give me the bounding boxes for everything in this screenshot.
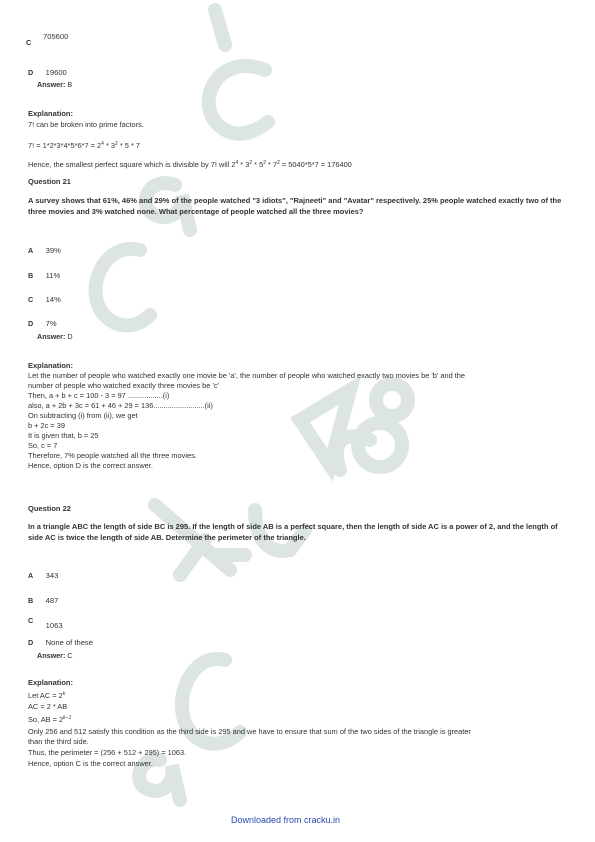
math-term: * 5 * 7 [117, 141, 141, 150]
option-row[interactable] [28, 613, 63, 631]
question-heading: Question 21 [28, 177, 71, 186]
explanation-heading: Explanation: [28, 361, 74, 370]
option-row[interactable] [28, 590, 58, 608]
option-value: 11% [45, 271, 61, 280]
math-exponent: 4 [101, 141, 104, 147]
explanation-line: On subtracting (i) from (ii), we get [28, 411, 138, 420]
explanation-line: Hence, option C is the correct answer. [28, 759, 153, 768]
option-letter: D [28, 638, 34, 647]
explanation-line: also, a + 2b + 3c = 61 + 46 + 29 = 136.........................(ii) [28, 401, 213, 410]
option-letter: D [28, 319, 34, 328]
explanation-line: number of people who watched exactly three movies be 'c' [28, 381, 219, 390]
answer-value: D [67, 332, 73, 341]
math-exponent: 2 [277, 160, 280, 166]
option-letter: A [28, 246, 34, 255]
explanation-line: Thus, the perimeter = (256 + 512 + 295) = 1063. [28, 748, 187, 757]
option-row[interactable] [28, 289, 61, 307]
answer-value: B [67, 80, 73, 89]
math-exponent: 4 [235, 160, 239, 166]
option-value: 19600 [45, 68, 67, 77]
option-letter: B [28, 596, 34, 605]
explanation-line: than the third side. [28, 737, 89, 746]
math-prefix: Let AC = [28, 691, 59, 700]
explanation-line: Let the number of people who watched exactly one movie be 'a', the number of people who watched exactly two movies be 'b' and the [28, 371, 466, 380]
option-letter: C [28, 616, 34, 625]
option-letter: D [28, 68, 34, 77]
math-prefix: So, AB = [28, 715, 60, 724]
explanation-line: It is given that, b = 25 [28, 431, 99, 440]
answer-label: Answer: [37, 332, 66, 341]
option-row[interactable] [28, 313, 57, 331]
option-value: 7% [45, 319, 57, 328]
explanation-math-line [28, 158, 352, 170]
option-value: 39% [45, 246, 61, 255]
option-value: None of these [45, 638, 93, 647]
math-term: * 3 [103, 141, 116, 150]
math-prefix: 7! = 1*2*3*4*5*6*7 = [28, 141, 98, 150]
answer-value: C [67, 651, 73, 660]
math-exponent: k [62, 691, 66, 697]
math-term: * 3 [238, 160, 250, 169]
math-exponent: k−1 [63, 715, 72, 721]
explanation-line: So, c = 7 [28, 441, 58, 450]
answer-label: Answer: [37, 80, 66, 89]
math-term: * 7 [266, 160, 278, 169]
option-value: 487 [45, 596, 59, 605]
answer-label: Answer: [37, 651, 66, 660]
explanation-line: Therefore, 7% people watched all the three movies. [28, 451, 197, 460]
option-value: 14% [45, 295, 61, 304]
math-term: 2 [97, 141, 102, 150]
math-prefix: Hence, the smallest perfect square which is divisible by 7! will [28, 160, 230, 169]
question-text: In a triangle ABC the length of side BC is 295. If the length of side AB is a perfect square, then the length of side AC is a power of 2, and the length of side AC is twice the length of side AB. Determine the perimeter of the triangle. [28, 522, 558, 542]
explanation-line: Hence, option D is the correct answer. [28, 461, 153, 470]
option-row[interactable] [28, 240, 61, 258]
explanation-math-line [28, 689, 573, 701]
math-term: 2 [231, 160, 236, 169]
footer-link[interactable]: Downloaded from cracku.in [231, 815, 341, 825]
option-row[interactable] [28, 265, 60, 283]
explanation-math-line [28, 139, 140, 151]
math-term: * 5 [252, 160, 264, 169]
option-row[interactable] [28, 632, 93, 650]
explanation-line: Then, a + b + c = 100 - 3 = 97 .................(i) [28, 391, 170, 400]
math-exponent: 2 [115, 141, 118, 147]
explanation-body [28, 689, 573, 769]
explanation-line: Only 256 and 512 satisfy this condition as the third side is 295 and we have to ensure that sum of the two sides of the triangle is greater [28, 727, 471, 736]
option-row[interactable] [28, 565, 58, 583]
option-value: 705600 [43, 32, 69, 41]
explanation-heading: Explanation: [28, 678, 74, 687]
answer-line [37, 651, 73, 660]
option-letter: C [26, 38, 32, 47]
option-letter: B [28, 271, 34, 280]
math-term: 2 [58, 691, 63, 700]
option-value: 343 [45, 571, 59, 580]
explanation-math-line [28, 713, 573, 725]
math-exponent: 2 [263, 160, 266, 166]
math-exponent: 2 [249, 160, 253, 166]
explanation-line: b + 2c = 39 [28, 421, 65, 430]
question-heading: Question 22 [28, 504, 71, 513]
answer-line [37, 80, 72, 89]
option-row [28, 62, 67, 80]
answer-line [37, 332, 73, 341]
explanation-line: AC = 2 * AB [28, 702, 68, 711]
option-value: 1063 [45, 621, 63, 630]
explanation-heading: Explanation: [28, 109, 74, 118]
question-text: A survey shows that 61%, 46% and 29% of the people watched "3 idiots", "Rajneeti" and "Avatar" respectively. 25% people watched exactly two of the three movies and 3% watched none. What percentage of people watched all the three movies? [28, 196, 562, 216]
explanation-body [28, 371, 573, 471]
explanation-line: 7! can be broken into prime factors. [28, 120, 144, 129]
math-term: 2 [59, 715, 64, 724]
option-letter: A [28, 571, 34, 580]
math-suffix: = 5040*5*7 = 176400 [279, 160, 352, 169]
option-letter: C [28, 295, 34, 304]
